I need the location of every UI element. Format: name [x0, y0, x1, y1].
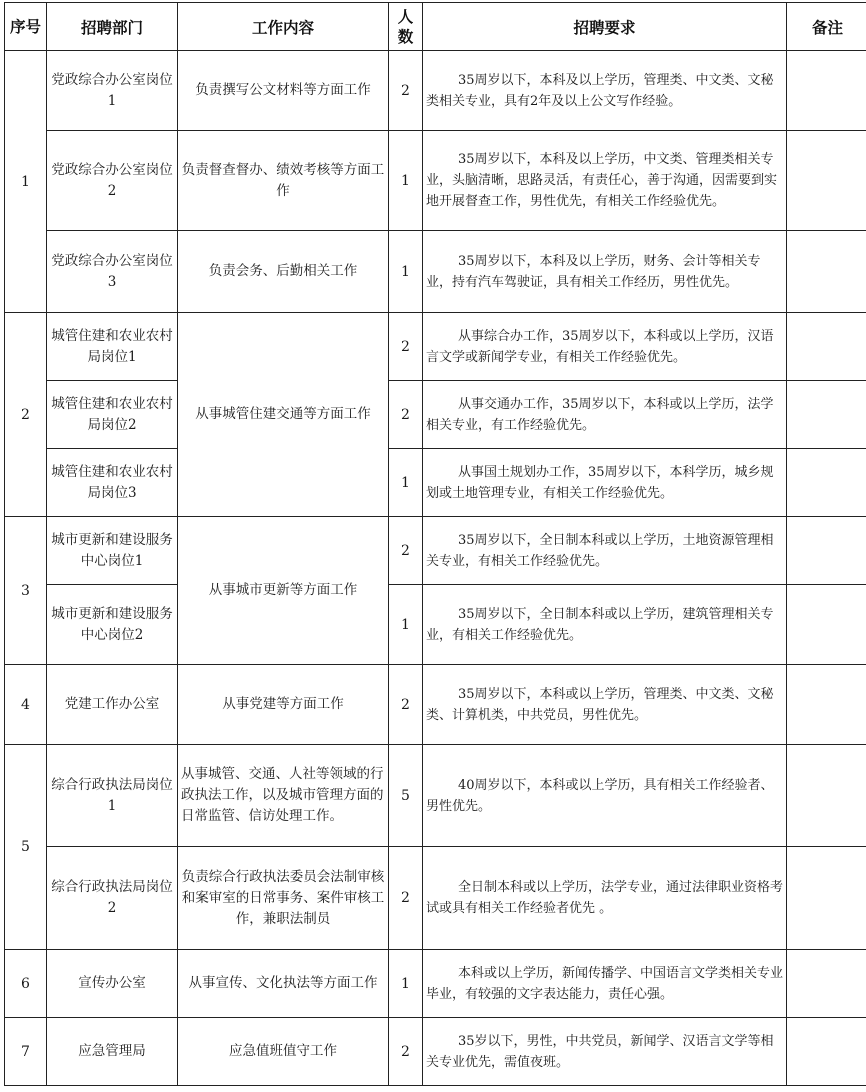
requirement-cell [423, 847, 787, 950]
requirement-text: 从事国土规划办工作，35周岁以下，本科学历，城乡规划或土地管理专业，有相关工作经验优先。 [426, 464, 774, 501]
count-cell: 2 [389, 313, 423, 381]
count-cell: 2 [389, 1018, 423, 1086]
table-row [5, 585, 866, 665]
table-row [5, 131, 866, 231]
requirement-cell [423, 51, 787, 131]
note-cell [787, 517, 866, 585]
dept-cell: 城管住建和农业农村局岗位1 [47, 313, 178, 381]
note-cell [787, 51, 866, 131]
requirement-cell [423, 585, 787, 665]
requirement-cell [423, 131, 787, 231]
dept-cell: 应急管理局 [47, 1018, 178, 1086]
requirement-cell [423, 313, 787, 381]
row-number: 3 [5, 517, 47, 665]
table-row [5, 950, 866, 1018]
row-number: 4 [5, 665, 47, 745]
work-cell: 负责督查督办、绩效考核等方面工作 [178, 131, 389, 231]
work-cell: 从事城管、交通、人社等领域的行政执法工作，以及城市管理方面的日常监管、信访处理工作。 [178, 745, 389, 847]
requirement-cell [423, 231, 787, 313]
requirement-text: 35周岁以下，本科及以上学历，中文类、管理类相关专业，头脑清晰，思路灵活，有责任心，善于沟通，因需要到实地开展督查工作，男性优先，有相关工作经验优先。 [426, 152, 778, 209]
count-cell: 1 [389, 131, 423, 231]
requirement-cell [423, 665, 787, 745]
row-number: 7 [5, 1018, 47, 1086]
dept-cell: 综合行政执法局岗位2 [47, 847, 178, 950]
dept-cell: 城管住建和农业农村局岗位3 [47, 449, 178, 517]
count-cell: 5 [389, 745, 423, 847]
table-row [5, 449, 866, 517]
requirement-text: 35周岁以下，本科及以上学历，管理类、中文类、文秘类相关专业，具有2年及以上公文写作经验。 [426, 72, 774, 109]
dept-cell: 党政综合办公室岗位1 [47, 51, 178, 131]
note-cell [787, 847, 866, 950]
note-cell [787, 381, 866, 449]
note-cell [787, 313, 866, 381]
requirement-cell [423, 517, 787, 585]
dept-cell: 城管住建和农业农村局岗位2 [47, 381, 178, 449]
count-cell: 2 [389, 847, 423, 950]
work-cell: 负责会务、后勤相关工作 [178, 231, 389, 313]
requirement-text: 从事交通办工作，35周岁以下，本科或以上学历，法学相关专业，有工作经验优先。 [426, 396, 774, 433]
table-row [5, 313, 866, 381]
table-row [5, 517, 866, 585]
requirement-cell [423, 381, 787, 449]
count-cell: 2 [389, 665, 423, 745]
note-cell [787, 665, 866, 745]
dept-cell: 党政综合办公室岗位2 [47, 131, 178, 231]
note-cell [787, 585, 866, 665]
table-row [5, 51, 866, 131]
row-number: 1 [5, 51, 47, 313]
requirement-cell [423, 745, 787, 847]
table-row [5, 665, 866, 745]
requirement-text: 40周岁以下，本科或以上学历，具有相关工作经验者、男性优先。 [426, 777, 774, 814]
count-cell: 2 [389, 381, 423, 449]
requirement-cell [423, 1018, 787, 1086]
row-number: 2 [5, 313, 47, 517]
requirement-text: 从事综合办工作，35周岁以下，本科或以上学历，汉语言文学或新闻学专业，有相关工作经验优先。 [426, 328, 774, 365]
requirement-text: 35周岁以下，本科或以上学历，管理类、中文类、文秘类、计算机类，中共党员，男性优先。 [426, 686, 774, 723]
note-cell [787, 1018, 866, 1086]
header-note: 备注 [787, 3, 866, 51]
header-dept: 招聘部门 [47, 3, 178, 51]
dept-cell: 城市更新和建设服务中心岗位2 [47, 585, 178, 665]
dept-cell: 城市更新和建设服务中心岗位1 [47, 517, 178, 585]
requirement-text: 全日制本科或以上学历，法学专业，通过法律职业资格考试或具有相关工作经验者优先 。 [426, 880, 784, 916]
dept-cell: 宣传办公室 [47, 950, 178, 1018]
dept-cell: 综合行政执法局岗位1 [47, 745, 178, 847]
header-no: 序号 [5, 3, 47, 51]
table-row [5, 745, 866, 847]
dept-cell: 党建工作办公室 [47, 665, 178, 745]
count-cell: 1 [389, 449, 423, 517]
work-cell: 应急值班值守工作 [178, 1018, 389, 1086]
requirement-cell [423, 449, 787, 517]
requirement-text: 35周岁以下，全日制本科或以上学历，建筑管理相关专业，有相关工作经验优先。 [426, 606, 774, 643]
row-number: 5 [5, 745, 47, 950]
work-cell: 从事城市更新等方面工作 [178, 517, 389, 665]
count-cell: 2 [389, 51, 423, 131]
count-cell: 1 [389, 231, 423, 313]
work-cell: 负责综合行政执法委员会法制审核和案审室的日常事务、案件审核工作，兼职法制员 [178, 847, 389, 950]
requirement-text: 本科或以上学历，新闻传播学、中国语言文学类相关专业毕业，有较强的文字表达能力，责任心强。 [426, 965, 784, 1002]
note-cell [787, 745, 866, 847]
header-req: 招聘要求 [423, 3, 787, 51]
table-row [5, 381, 866, 449]
requirement-text: 35周岁以下，本科及以上学历，财务、会计等相关专业，持有汽车驾驶证，具有相关工作经历，男性优先。 [426, 253, 761, 290]
table-row [5, 1018, 866, 1086]
requirement-text: 35周岁以下，全日制本科或以上学历，土地资源管理相关专业，有相关工作经验优先。 [426, 532, 774, 569]
header-work: 工作内容 [178, 3, 389, 51]
dept-cell: 党政综合办公室岗位3 [47, 231, 178, 313]
table-row [5, 847, 866, 950]
header-row [5, 3, 866, 51]
note-cell [787, 231, 866, 313]
work-cell: 负责撰写公文材料等方面工作 [178, 51, 389, 131]
count-cell: 1 [389, 585, 423, 665]
count-cell: 2 [389, 517, 423, 585]
table-row [5, 231, 866, 313]
row-number: 6 [5, 950, 47, 1018]
requirement-text: 35岁以下，男性，中共党员，新闻学、汉语言文学等相关专业优先，需值夜班。 [426, 1033, 774, 1070]
note-cell [787, 449, 866, 517]
note-cell [787, 950, 866, 1018]
recruitment-table [4, 2, 866, 1086]
work-cell: 从事城管住建交通等方面工作 [178, 313, 389, 517]
header-count: 人数 [389, 3, 423, 51]
requirement-cell [423, 950, 787, 1018]
work-cell: 从事宣传、文化执法等方面工作 [178, 950, 389, 1018]
note-cell [787, 131, 866, 231]
work-cell: 从事党建等方面工作 [178, 665, 389, 745]
count-cell: 1 [389, 950, 423, 1018]
